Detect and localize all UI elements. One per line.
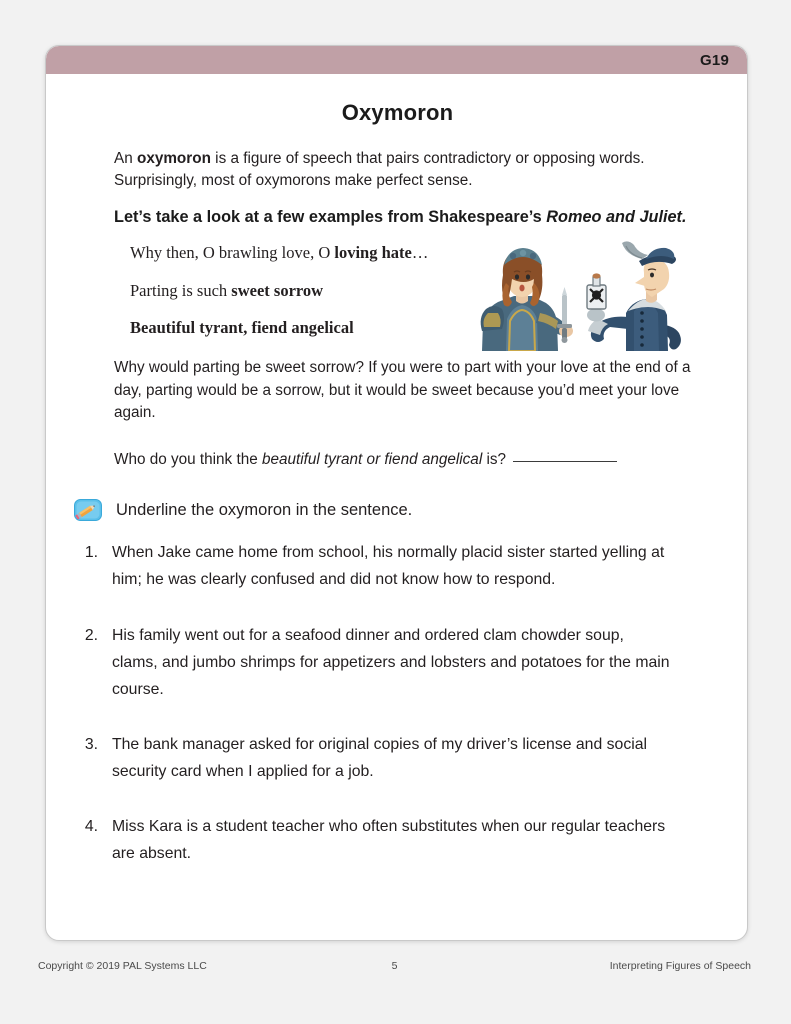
intro-bold-term: oxymoron [136, 150, 211, 167]
intro-prefix: An [114, 150, 137, 167]
romeo-nose [635, 277, 645, 286]
item-text[interactable]: The bank manager asked for original copies of my driver’s license and social security card when I applied for a job. [112, 735, 648, 781]
quote-2-plain: Parting is such [130, 280, 232, 300]
item-text[interactable]: His family went out for a seafood dinner and ordered clam chowder soup, clams, and jumbo shrimps for appetizers and lobsters and potatoes for the main course. [112, 626, 670, 698]
item-number: 3. [84, 735, 98, 753]
item-number: 2. [84, 626, 98, 644]
item-number: 4. [84, 818, 98, 836]
romeo-and-juliet-illustration [476, 239, 691, 351]
juliet-eye-left [515, 275, 519, 280]
romeo-hat-feather [622, 242, 648, 260]
question-suffix: is? [482, 451, 507, 469]
question-italic-phrase: beautiful tyrant or fiend angelical [261, 451, 483, 469]
pencil-icon [74, 499, 102, 521]
juliet-cap-bead-3 [530, 253, 536, 259]
quote-3-bold: Beautiful tyrant, fiend angelical [130, 318, 354, 338]
romeo-face [644, 259, 669, 297]
item-number: 1. [84, 544, 98, 562]
explanation-paragraph: Why would parting be sweet sorrow? If you were to part with your love at the end of a day, parting would be a sorrow, but it would be sweet because you’d meet your love again. [114, 359, 691, 422]
romeo-eye [650, 273, 654, 278]
instruction-row [74, 499, 719, 521]
quote-line-1 [130, 243, 500, 264]
juliet-cap-bead-1 [510, 253, 516, 259]
juliet-mouth [519, 285, 524, 292]
quote-list [130, 243, 500, 339]
intro-suffix: is a figure of speech that pairs contradictory or opposing words. Surprisingly, most of oxymorons make perfect sense. [114, 150, 645, 190]
leadin-paragraph [114, 206, 719, 229]
answer-blank-line[interactable] [513, 461, 617, 462]
worksheet-body [46, 100, 747, 868]
poison-bottle [587, 274, 606, 310]
leadin-book-title: Romeo and Juliet. [546, 208, 687, 227]
worksheet-page-card [45, 45, 748, 941]
quote-1-tail: … [411, 243, 429, 263]
quotes-and-illustration-row [76, 243, 719, 355]
quote-1-plain: Why then, O brawling love, O [130, 243, 335, 263]
list-item [76, 622, 719, 703]
page-code-label: G19 [700, 51, 729, 69]
page-footer [38, 960, 751, 972]
page-header-band [46, 46, 747, 74]
instruction-label: Underline the oxymoron in the sentence. [116, 500, 413, 519]
romeo-hand [587, 309, 605, 322]
footer-page-number: 5 [391, 960, 398, 972]
juliet-cap-bead-2 [520, 250, 526, 256]
item-text[interactable]: Miss Kara is a student teacher who often substitutes when our regular teachers are absent. [112, 818, 666, 863]
quote-1-bold: loving hate [334, 243, 412, 263]
leadin-text: Let’s take a look at a few examples from Shakespeare’s [114, 208, 547, 227]
list-item [76, 731, 719, 785]
juliet-eye-right [526, 275, 530, 280]
list-item [76, 813, 719, 867]
page-title: Oxymoron [341, 100, 454, 125]
question-prefix: Who do you think the [114, 451, 262, 469]
quote-line-3 [130, 318, 500, 339]
romeo-doublet-panel [634, 304, 659, 351]
item-text[interactable]: When Jake came home from school, his normally placid sister started yelling at him; he was clearly confused and did not know how to respond. [112, 544, 665, 589]
exercise-list [76, 539, 719, 867]
list-item [76, 539, 719, 593]
intro-paragraph [114, 148, 719, 192]
quote-line-2 [130, 281, 500, 302]
open-question-line [114, 449, 719, 471]
footer-section-title: Interpreting Figures of Speech [609, 960, 751, 972]
footer-copyright: Copyright © 2019 PAL Systems LLC [38, 960, 207, 972]
quote-2-bold: sweet sorrow [231, 280, 324, 300]
